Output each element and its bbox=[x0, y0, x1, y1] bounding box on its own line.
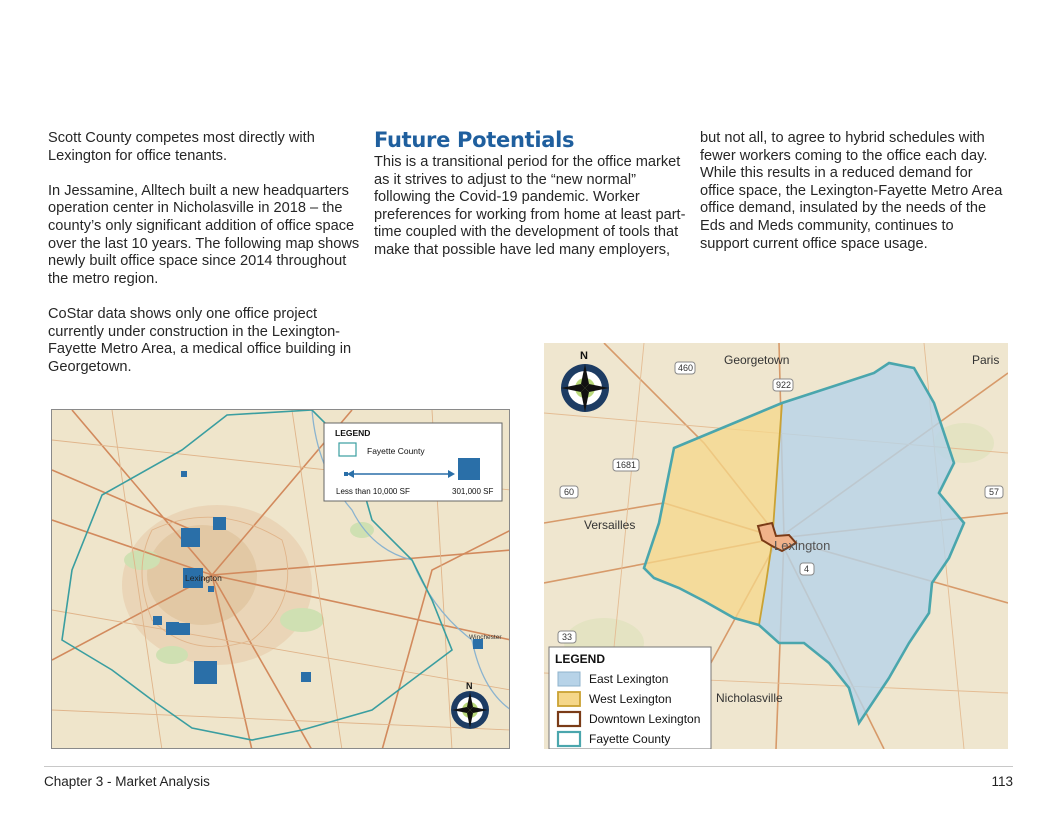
text-column-3 bbox=[700, 130, 1006, 271]
route-shield: 57 bbox=[989, 487, 1000, 497]
paragraph: This is a transitional period for the office market as it strives to adjust to the “new normal” following the Covid-19 pandemic. Worker preferences for working from home at least part-time coupled with the development of tools that make that possible have led many employers, bbox=[374, 154, 686, 258]
place-georgetown: Georgetown bbox=[724, 353, 790, 367]
legend-title: LEGEND bbox=[335, 428, 371, 438]
office-space-map-graphic bbox=[52, 410, 510, 749]
legend-title: LEGEND bbox=[555, 652, 606, 666]
office-space-map bbox=[51, 409, 510, 749]
city-label: Lexington bbox=[185, 573, 222, 583]
place-lexington: Lexington bbox=[774, 538, 831, 553]
text-column-2 bbox=[374, 128, 686, 277]
paragraph: In Jessamine, Alltech built a new headquarters operation center in Nicholasville in 2018 – the county’s only significant addition of office space over the last 10 years. The following map shows newly built office space since 2014 throughout the metro region. bbox=[48, 182, 360, 287]
route-shield: 60 bbox=[564, 487, 575, 497]
footer-chapter: Chapter 3 - Market Analysis bbox=[44, 774, 210, 789]
legend-item-east: East Lexington bbox=[589, 672, 669, 686]
svg-text:N: N bbox=[580, 350, 588, 362]
legend-item-downtown: Downtown Lexington bbox=[589, 712, 701, 726]
legend-item-west: West Lexington bbox=[589, 692, 672, 706]
page-number: 113 bbox=[991, 774, 1013, 789]
place-versailles: Versailles bbox=[584, 518, 636, 532]
place-paris: Paris bbox=[972, 353, 1000, 367]
text-column-1 bbox=[48, 130, 360, 394]
submarket-map bbox=[544, 343, 1008, 749]
route-shield: 4 bbox=[804, 564, 810, 574]
map-legend bbox=[324, 423, 502, 501]
section-heading: Future Potentials bbox=[374, 128, 575, 152]
legend-large-label: 301,000 SF bbox=[452, 487, 494, 496]
town-label: Winchester bbox=[469, 634, 502, 641]
legend-small-label: Less than 10,000 SF bbox=[336, 487, 410, 496]
footer-divider bbox=[44, 766, 1013, 767]
paragraph: but not all, to agree to hybrid schedules with fewer workers coming to the office each day. While this results in a reduced demand for office space, the Lexington-Fayette Metro Area office demand, insulated by the needs of the Eds and Meds community, continues to support current office space usage. bbox=[700, 130, 1003, 252]
map-legend bbox=[549, 647, 711, 749]
legend-county-label: Fayette County bbox=[367, 446, 425, 456]
place-nicholasville: Nicholasville bbox=[716, 691, 783, 705]
route-shield: 460 bbox=[678, 363, 694, 373]
paragraph: CoStar data shows only one office project currently under construction in the Lexington-Fayette Metro Area, a medical office building in Georgetown. bbox=[48, 305, 352, 375]
legend-item-county: Fayette County bbox=[589, 732, 671, 746]
paragraph: Scott County competes most directly with Lexington for office tenants. bbox=[48, 130, 315, 164]
route-shield: 33 bbox=[562, 632, 573, 642]
route-shield: 922 bbox=[776, 380, 792, 390]
svg-text:N: N bbox=[466, 681, 473, 691]
submarket-map-graphic bbox=[544, 343, 1008, 749]
route-shield: 1681 bbox=[616, 460, 637, 470]
